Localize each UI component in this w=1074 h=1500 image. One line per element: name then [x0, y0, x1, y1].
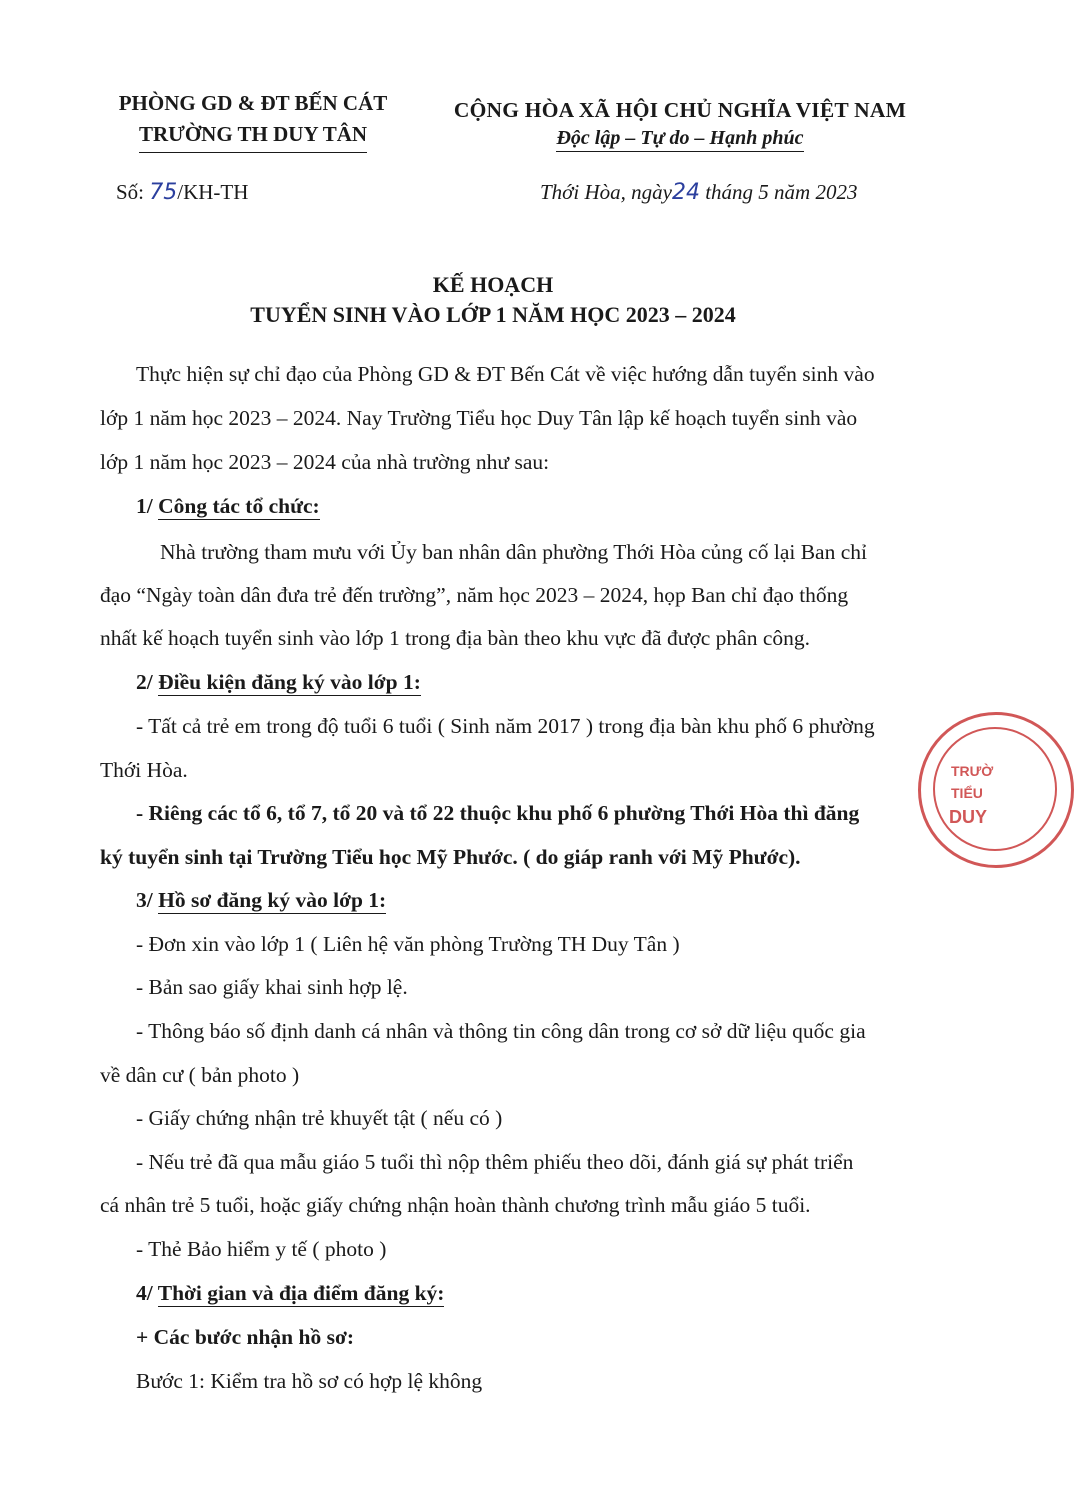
handwritten-day: 24	[671, 180, 700, 205]
place-and-date: Thới Hòa, ngày24 tháng 5 năm 2023	[540, 180, 858, 205]
section-2-line-1: - Tất cả trẻ em trong độ tuổi 6 tuổi ( Sinh năm 2017 ) trong địa bàn khu phố 6 phường	[136, 714, 875, 738]
school-stamp	[918, 712, 1074, 868]
section-2-line-2: Thới Hòa.	[100, 758, 188, 782]
school-name: TRƯỜNG TH DUY TÂN	[139, 119, 367, 153]
section-3-line-3: - Thông báo số định danh cá nhân và thông tin công dân trong cơ sở dữ liệu quốc gia	[136, 1019, 866, 1043]
intro-line-2: lớp 1 năm học 2023 – 2024. Nay Trường Tiểu học Duy Tân lập kế hoạch tuyển sinh vào	[100, 406, 858, 430]
section-2-line-3: - Riêng các tổ 6, tổ 7, tổ 20 và tổ 22 thuộc khu phố 6 phường Thới Hòa thì đăng	[136, 801, 860, 825]
step-1: Bước 1: Kiểm tra hồ sơ có hợp lệ không	[136, 1369, 483, 1393]
intro-line-1: Thực hiện sự chỉ đạo của Phòng GD & ĐT Bến Cát về việc hướng dẫn tuyển sinh vào	[136, 362, 875, 386]
stamp-text-2: TIỂU	[951, 785, 983, 801]
section-1-line-1: Nhà trường tham mưu với Ủy ban nhân dân phường Thới Hòa củng cố lại Ban chỉ	[160, 540, 867, 564]
document-title: KẾ HOẠCH	[432, 272, 554, 297]
section-3-line-8: - Thẻ Bảo hiểm y tế ( photo )	[136, 1237, 387, 1261]
stamp-text-3: DUY	[949, 807, 988, 827]
section-2-line-4: ký tuyển sinh tại Trường Tiểu học Mỹ Phước. ( do giáp ranh với Mỹ Phước).	[100, 845, 801, 869]
section-3-line-2: - Bản sao giấy khai sinh hợp lệ.	[136, 975, 408, 999]
section-3-line-6: - Nếu trẻ đã qua mẫu giáo 5 tuổi thì nộp thêm phiếu theo dõi, đánh giá sự phát triển	[136, 1150, 854, 1174]
section-1-line-3: nhất kế hoạch tuyển sinh vào lớp 1 trong địa bàn theo khu vực đã được phân công.	[100, 626, 810, 650]
issuing-agency-block	[88, 88, 418, 153]
stamp-text-1: TRƯỜ	[951, 763, 994, 779]
document-number: Số: 75/KH-TH	[116, 180, 249, 205]
nation-title: CỘNG HÒA XÃ HỘI CHỦ NGHĨA VIỆT NAM	[453, 98, 907, 122]
agency-name: PHÒNG GD & ĐT BẾN CÁT	[118, 91, 388, 115]
intro-line-3: lớp 1 năm học 2023 – 2024 của nhà trường như sau:	[100, 450, 550, 474]
section-3-line-7: cá nhân trẻ 5 tuổi, hoặc giấy chứng nhận hoàn thành chương trình mẫu giáo 5 tuổi.	[100, 1193, 811, 1217]
handwritten-doc-number: 75	[149, 180, 178, 205]
document-subtitle: TUYỂN SINH VÀO LỚP 1 NĂM HỌC 2023 – 2024	[250, 302, 736, 327]
steps-title: + Các bước nhận hồ sơ:	[136, 1325, 355, 1349]
section-2-heading: 2/ Điều kiện đăng ký vào lớp 1:	[136, 670, 421, 694]
section-3-heading: 3/ Hồ sơ đăng ký vào lớp 1:	[136, 888, 387, 912]
national-header-block	[410, 98, 950, 150]
section-4-heading: 4/ Thời gian và địa điểm đăng ký:	[136, 1281, 445, 1305]
section-3-line-4: về dân cư ( bản photo )	[100, 1063, 300, 1087]
section-3-line-1: - Đơn xin vào lớp 1 ( Liên hệ văn phòng Trường TH Duy Tân )	[136, 932, 680, 956]
national-motto: Độc lập – Tự do – Hạnh phúc	[556, 127, 803, 152]
section-3-line-5: - Giấy chứng nhận trẻ khuyết tật ( nếu có )	[136, 1106, 503, 1130]
section-1-line-2: đạo “Ngày toàn dân đưa trẻ đến trường”, năm học 2023 – 2024, họp Ban chỉ đạo thống	[100, 583, 849, 607]
section-1-heading: 1/ Công tác tổ chức:	[136, 494, 320, 518]
